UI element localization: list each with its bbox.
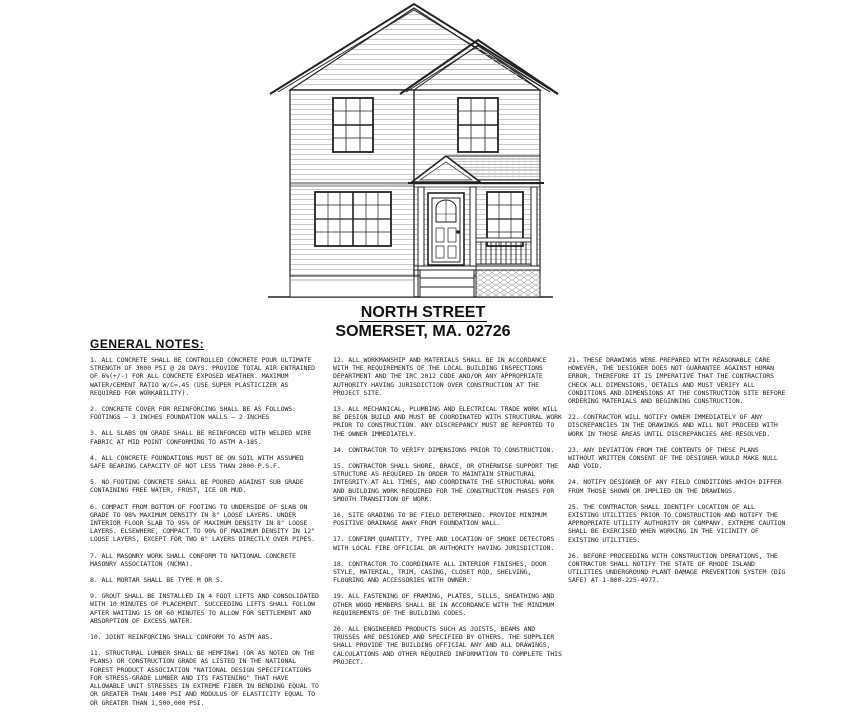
notes-column-1 [90, 356, 322, 715]
general-note: 17. CONFIRM QUANTITY, TYPE AND LOCATION OF SMOKE DETECTORS WITH LOCAL FIRE OFFICIAL OR AUTHORITY HAVING JURISDICTION. [333, 535, 555, 552]
lower-window-left [315, 192, 391, 246]
general-note: 12. ALL WORKMANSHIP AND MATERIALS SHALL BE IN ACCORDANCE WITH THE REQUIREMENTS OF THE LOCAL BUILDING INSPECTIONS DEPARTMENT AND THE IRC 2012 CODE AND/OR ANY APPROPRIATE AUTHORITY HAVING JURISDICTION OVER CONSTRUCTION AT THE PROJECT SITE. [333, 356, 547, 397]
general-note: 9. GROUT SHALL BE INSTALLED IN 4 FOOT LIFTS AND CONSOLIDATED WITH 10 MINUTES OF PLACEMENT. SUCCEEDING LIFTS SHALL FOLLOW AFTER WAITING 15 OR 60 MINUTES TO ALLOW FOR SETTLEMENT AND ABSORPTION OF EXCESS WATER. [90, 592, 319, 625]
general-note: 18. CONTRACTOR TO COORDINATE ALL INTERIOR FINISHES, DOOR STYLE, MATERIAL, TRIM, CASING, CLOSET ROD, SHELVING, FLOORING AND ACCESSORIES WITH OWNER. [333, 559, 547, 585]
general-notes-heading: GENERAL NOTES: [90, 337, 205, 351]
porch-lattice [476, 270, 540, 297]
general-note: 8. ALL MORTAR SHALL BE TYPE M OR S. [90, 576, 224, 585]
house-front-elevation [0, 0, 846, 300]
general-note: 6. COMPACT FROM BOTTOM OF FOOTING TO UNDERSIDE OF SLAB ON GRADE TO 98% MAXIMUM DENSITY IN 8" LOOSE LAYERS. UNDER INTERIOR FLOOR SLAB TO 95% OF MAXIMUM DENSITY IN 8" LOOSE LAYERS. ELSEWHERE, COMPACT TO 90% OF MAXIMUM DENSITY IN 12" LOOSE LAYERS, EXCEPT FOR TWO 6" LAYERS DIRECTLY OVER PIPES. [90, 502, 315, 544]
city-title: SOMERSET, MA. 02726 [335, 323, 511, 340]
general-note: 25. THE CONTRACTOR SHALL IDENTIFY LOCATION OF ALL EXISTING UTILITIES PRIOR TO CONSTRUCTION AND NOTIFY THE APPROPRIATE UTILITY AUTHORITY OR COMPANY. EXTREME CAUTION SHALL BE EXERCISED WHEN WORKING IN THE VICINITY OF EXISTING UTILITIES. [568, 502, 786, 544]
foundation [290, 276, 414, 297]
general-note: 11. STRUCTURAL LUMBER SHALL BE HEMFIR#1 (OR AS NOTED ON THE PLANS) OR CONSTRUCTION GRADE AS LISTED IN THE NATIONAL FOREST PRODUCT ASSOCIATION "NATIONAL DESIGN SPECIFICATIONS FOR STRESS-GRADE LUMBER AND ITS FASTENING" THAT HAVE ALLOWABLE UNIT STRESSES IN EXTREME FIBER IN BENDING EQUAL TO OR GREATER THAN 1400 PSI AND MODULUS OF ELASTICITY EQUAL TO OR GREATER THAN 1,500,000 PSI. [90, 649, 319, 707]
general-note: 13. ALL MECHANICAL, PLUMBING AND ELECTRICAL TRADE WORK WILL BE DESIGN BUILD AND MUST BE COORDINATED WITH STRUCTURAL WORK PRIOR TO CONSTRUCTION. ANY DISCREPANCY MUST BE REPORTED TO THE OWNER IMMEDIATELY. [333, 405, 562, 438]
general-note: 19. ALL FASTENING OF FRAMING, PLATES, SILLS, SHEATHING AND OTHER WOOD MEMBERS SHALL BE IN ACCORDANCE WITH THE MINIMUM REQUIREMENTS OF THE BUILDING CODES. [333, 592, 555, 617]
general-note: 20. ALL ENGINEERED PRODUCTS SUCH AS JOISTS, BEAMS AND TRUSSES ARE DESIGNED AND SPECIFIED BY OTHERS. THE SUPPLIER SHALL PROVIDE THE BUILDING OFFICIAL ANY AND ALL DRAWINGS, CALCULATIONS AND OTHER REQUIRED INFORMATION TO COMPLETE THIS PROJECT. [333, 625, 562, 666]
notes-column-2 [333, 356, 563, 674]
general-note: 4. ALL CONCRETE FOUNDATIONS MUST BE ON SOIL WITH ASSUMED SAFE BEARING CAPACITY OF NOT LESS THAN 2000 P.S.F. [90, 453, 304, 471]
general-note: 26. BEFORE PROCEEDING WITH CONSTRUCTION OPERATIONS, THE CONTRACTOR SHALL NOTIFY THE STATE OF RHODE ISLAND UTILITIES UNDERGROUND PLANT DAMAGE PREVENTION SYSTEM (DIG SAFE) AT 1-800-225-4977. [568, 551, 786, 585]
general-note: 10. JOINT REINFORCING SHALL CONFORM TO ASTM A85. [90, 633, 274, 642]
general-note: 22. CONTRACTOR WILL NOTIFY OWNER IMMEDIATELY OF ANY DISCREPANCIES IN THE DRAWINGS AND WILL NOT PROCEED WITH WORK IN THOSE AREAS UNTIL DISCREPANCIES ARE RESOLVED. [568, 413, 778, 438]
general-note: 23. ANY DEVIATION FROM THE CONTENTS OF THESE PLANS WITHOUT WRITTEN CONSENT OF THE DESIGNER WOULD MAKE NULL AND VOID. [568, 445, 778, 471]
upper-window-left [333, 98, 373, 152]
general-note: 3. ALL SLABS ON GRADE SHALL BE REINFORCED WITH WELDED WIRE FABRIC AT MID POINT CONFORMING TO ASTM A-185. [90, 429, 312, 446]
general-note: 21. THESE DRAWINGS WERE PREPARED WITH REASONABLE CARE HOWEVER, THE DESIGNER DOES NOT GUARANTEE AGAINST HUMAN ERROR, THEREFORE IT IS IMPERATIVE THAT THE CONTRACTORS CHECK ALL DIMENSIONS, DETAILS AND MUST VERIFY ALL CONDITIONS AND DIMENSIONS AT THE CONSTRUCTION SITE BEFORE ORDERING MATERIALS AND BEGINNING CONSTRUCTION. [568, 356, 786, 406]
general-note: 15. CONTRACTOR SHALL SHORE, BRACE, OR OTHERWISE SUPPORT THE STRUCTURE AS REQUIRED IN ORDER TO MAINTAIN STRUCTURAL INTEGRITY AT ALL TIMES, AND COORDINATE THE STRUCTURAL WORK AND BUILDING WORK REQUIRED FOR THE CONSTRUCTION PHASES FOR SMOOTH TRANSITION OF WORK. [333, 462, 558, 503]
general-note: 5. NO FOOTING CONCRETE SHALL BE POURED AGAINST SUB GRADE CONTAINING FREE WATER, FROST, ICE OR MUD. [90, 478, 304, 495]
front-door [428, 193, 464, 265]
general-note: 16. SITE GRADING TO BE FIELD DETERMINED. PROVIDE MINIMUM POSITIVE DRAINAGE AWAY FROM FOUNDATION WALL. [333, 511, 547, 528]
upper-window-right [458, 98, 498, 152]
general-note: 7. ALL MASONRY WORK SHALL CONFORM TO NATIONAL CONCRETE MASONRY ASSOCIATION (NCMA). [90, 551, 296, 568]
general-note: 14. CONTRACTOR TO VERIFY DIMENSIONS PRIOR TO CONSTRUCTION. [333, 445, 555, 454]
street-title: NORTH STREET [360, 304, 486, 321]
porch-deck [414, 266, 540, 270]
general-note: 24. NOTIFY DESIGNER OF ANY FIELD CONDITIONS WHICH DIFFER FROM THOSE SHOWN OR IMPLIED ON THE DRAWINGS. [568, 478, 782, 495]
general-note: 2. CONCRETE COVER FOR REINFORCING SHALL BE AS FOLLOWS: FOOTINGS — 3 INCHES FOUNDATION WALLS – 2 INCHES [90, 405, 296, 422]
general-note: 1. ALL CONCRETE SHALL BE CONTROLLED CONCRETE POUR ULTIMATE STRENGTH OF 3000 PSI @ 28 DAYS. PROVIDE TOTAL AIR ENTRAINED OF 6%(+/-) FOR ALL CONCRETE EXPOSED WEATHER. MAXIMUM WATER/CEMENT RATIO W/C=.45 (USE SUPER PLASTICIZER AS REQUIRED FOR WORKABILITY). [90, 356, 315, 397]
notes-column-3 [568, 356, 786, 593]
